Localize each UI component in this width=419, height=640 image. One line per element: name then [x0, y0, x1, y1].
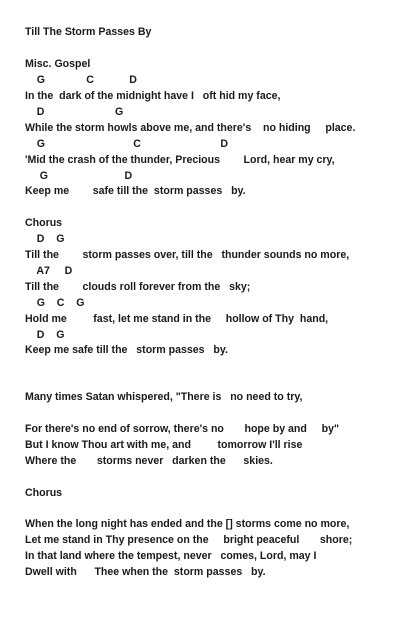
lyric-line: For there's no end of sorrow, there's no hope by and by"	[25, 423, 339, 435]
section-label: Chorus	[25, 217, 63, 229]
lyric-line: Let me stand in Thy presence on the bright peaceful shore;	[25, 534, 353, 546]
chord-line: G C G	[25, 297, 85, 309]
chord-line: G D	[25, 170, 133, 182]
lyric-line: While the storm howls above me, and there's no hiding place.	[25, 122, 356, 134]
lyric-line: 'Mid the crash of the thunder, Precious Lord, hear my cry,	[25, 154, 335, 166]
lyric-line: Till the storm passes over, till the thunder sounds no more,	[25, 249, 350, 261]
lyric-line: Hold me fast, let me stand in the hollow of Thy hand,	[25, 313, 329, 325]
chord-line: D G	[25, 329, 65, 341]
lyric-line: Keep me safe till the storm passes by.	[25, 344, 228, 356]
lyric-line: Till the clouds roll forever from the sky;	[25, 281, 251, 293]
lyric-line: Where the storms never darken the skies.	[25, 455, 273, 467]
chord-line: A7 D	[25, 265, 73, 277]
lyric-line: But I know Thou art with me, and tomorrow I'll rise	[25, 439, 303, 451]
chord-line: G C D	[25, 138, 229, 150]
song-line: Misc. Gospel	[25, 58, 91, 70]
chord-line: D G	[25, 233, 65, 245]
lyric-line: In the dark of the midnight have I oft hid my face,	[25, 90, 281, 102]
lyric-line: Keep me safe till the storm passes by.	[25, 185, 246, 197]
section-label: Chorus	[25, 487, 63, 499]
lyric-line: Dwell with Thee when the storm passes by.	[25, 566, 266, 578]
lyric-line: In that land where the tempest, never comes, Lord, may I	[25, 550, 317, 562]
chord-line: G C D	[25, 74, 137, 86]
lyric-line: Many times Satan whispered, "There is no need to try,	[25, 391, 303, 403]
lyric-line: When the long night has ended and the [] storms come no more,	[25, 518, 350, 530]
chord-line: D G	[25, 106, 124, 118]
song-title: Till The Storm Passes By	[25, 26, 152, 38]
